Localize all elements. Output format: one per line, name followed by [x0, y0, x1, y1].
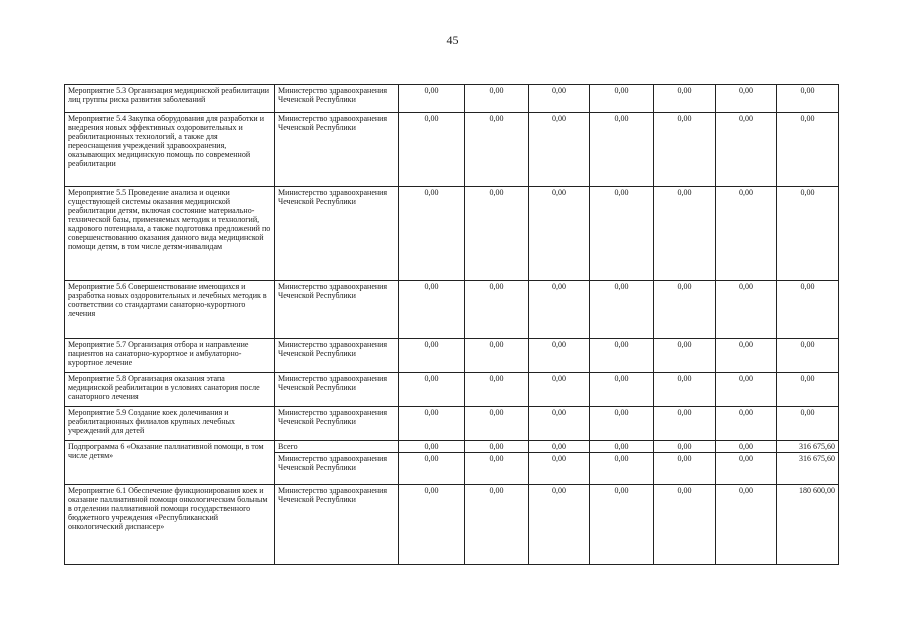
amount-cell: 0,00	[465, 373, 529, 407]
amount-cell: 0,00	[399, 373, 465, 407]
amount-cell: 0,00	[590, 373, 654, 407]
amount-cell: 0,00	[654, 187, 716, 281]
amount-cell: 0,00	[590, 453, 654, 485]
activity-name-cell: Мероприятие 5.4 Закупка оборудования для разработки и внедрения новых эффективных оздоровительных и реабилитационных технологий, а также для переоснащения учреждений здравоохранения, оказывающих медицинскую помощь по современной реабилитации	[65, 113, 275, 187]
amount-cell: 0,00	[529, 187, 590, 281]
activity-name-cell: Мероприятие 5.9 Создание коек долечивания и реабилитационных филиалов крупных лечебных учреждений для детей	[65, 407, 275, 441]
amount-cell: 0,00	[716, 453, 777, 485]
amount-cell: 0,00	[590, 485, 654, 565]
table-row	[65, 373, 839, 407]
amount-cell: 0,00	[529, 113, 590, 187]
amount-cell: 0,00	[590, 281, 654, 339]
executor-cell: Министерство здравоохранения Чеченской Республики	[275, 187, 399, 281]
amount-cell: 0,00	[399, 339, 465, 373]
amount-cell: 0,00	[399, 281, 465, 339]
amount-cell: 0,00	[590, 113, 654, 187]
amount-cell: 0,00	[716, 339, 777, 373]
amount-cell: 0,00	[529, 407, 590, 441]
amount-cell: 0,00	[465, 453, 529, 485]
total-label-cell: Всего	[275, 441, 399, 453]
amount-cell: 0,00	[465, 407, 529, 441]
amount-cell: 0,00	[399, 113, 465, 187]
table-row	[65, 485, 839, 565]
activity-name-cell: Мероприятие 5.3 Организация медицинской реабилитации лиц группы риска развития заболеваний	[65, 85, 275, 113]
amount-cell: 0,00	[465, 441, 529, 453]
budget-table	[64, 84, 839, 565]
amount-cell: 0,00	[654, 407, 716, 441]
amount-cell: 0,00	[465, 485, 529, 565]
amount-cell: 0,00	[777, 187, 839, 281]
amount-cell: 0,00	[590, 407, 654, 441]
activity-name-cell: Мероприятие 6.1 Обеспечение функционирования коек и оказание паллиативной помощи онкологическим больным в отделении паллиативной помощи государственного бюджетного учреждения «Республиканский онкологический диспансер»	[65, 485, 275, 565]
amount-cell: 0,00	[465, 187, 529, 281]
executor-cell: Министерство здравоохранения Чеченской Республики	[275, 485, 399, 565]
subprogram-total-row	[65, 441, 839, 453]
amount-cell: 0,00	[716, 187, 777, 281]
amount-cell: 0,00	[777, 85, 839, 113]
activity-name-cell: Мероприятие 5.7 Организация отбора и направление пациентов на санаторно-курортное и амбулаторно-курортное лечение	[65, 339, 275, 373]
amount-cell: 0,00	[529, 281, 590, 339]
executor-cell: Министерство здравоохранения Чеченской Республики	[275, 281, 399, 339]
table-row	[65, 113, 839, 187]
executor-cell: Министерство здравоохранения Чеченской Республики	[275, 407, 399, 441]
amount-cell: 0,00	[590, 85, 654, 113]
amount-cell: 316 675,60	[777, 453, 839, 485]
activity-name-cell: Мероприятие 5.8 Организация оказания этапа медицинской реабилитации в условиях санатория после санаторного лечения	[65, 373, 275, 407]
amount-cell: 0,00	[716, 407, 777, 441]
activity-name-cell: Мероприятие 5.5 Проведение анализа и оценки существующей системы оказания медицинской реабилитации детям, включая состояние материально-технической базы, применяемых методик и технологий, кадрового потенциала, а также подготовка предложений по совершенствованию оказания данного вида медицинской помощи детям, в том числе детям-инвалидам	[65, 187, 275, 281]
subprogram-name-cell: Подпрограмма 6 «Оказание паллиативной помощи, в том числе детям»	[65, 441, 275, 485]
amount-cell: 0,00	[590, 187, 654, 281]
amount-cell: 180 600,00	[777, 485, 839, 565]
amount-cell: 0,00	[399, 441, 465, 453]
amount-cell: 0,00	[529, 485, 590, 565]
amount-cell: 0,00	[399, 485, 465, 565]
amount-cell: 0,00	[777, 113, 839, 187]
amount-cell: 316 675,60	[777, 441, 839, 453]
amount-cell: 0,00	[654, 373, 716, 407]
amount-cell: 0,00	[716, 113, 777, 187]
amount-cell: 0,00	[777, 339, 839, 373]
executor-cell: Министерство здравоохранения Чеченской Республики	[275, 85, 399, 113]
activity-name-cell: Мероприятие 5.6 Совершенствование имеющихся и разработка новых оздоровительных и лечебных методик в соответствии со стандартами санаторно-курортного лечения	[65, 281, 275, 339]
amount-cell: 0,00	[529, 85, 590, 113]
amount-cell: 0,00	[465, 281, 529, 339]
amount-cell: 0,00	[465, 339, 529, 373]
amount-cell: 0,00	[590, 339, 654, 373]
executor-cell: Министерство здравоохранения Чеченской Республики	[275, 453, 399, 485]
amount-cell: 0,00	[399, 187, 465, 281]
amount-cell: 0,00	[590, 441, 654, 453]
amount-cell: 0,00	[654, 485, 716, 565]
table-row	[65, 281, 839, 339]
amount-cell: 0,00	[465, 85, 529, 113]
page-number: 45	[446, 33, 459, 47]
amount-cell: 0,00	[654, 113, 716, 187]
amount-cell: 0,00	[529, 373, 590, 407]
amount-cell: 0,00	[465, 113, 529, 187]
amount-cell: 0,00	[777, 281, 839, 339]
amount-cell: 0,00	[529, 453, 590, 485]
executor-cell: Министерство здравоохранения Чеченской Республики	[275, 373, 399, 407]
amount-cell: 0,00	[654, 85, 716, 113]
amount-cell: 0,00	[716, 281, 777, 339]
table-row	[65, 85, 839, 113]
amount-cell: 0,00	[654, 441, 716, 453]
executor-cell: Министерство здравоохранения Чеченской Республики	[275, 113, 399, 187]
amount-cell: 0,00	[654, 339, 716, 373]
amount-cell: 0,00	[716, 373, 777, 407]
table-row	[65, 339, 839, 373]
amount-cell: 0,00	[716, 85, 777, 113]
amount-cell: 0,00	[654, 453, 716, 485]
amount-cell: 0,00	[716, 441, 777, 453]
amount-cell: 0,00	[716, 485, 777, 565]
executor-cell: Министерство здравоохранения Чеченской Республики	[275, 339, 399, 373]
amount-cell: 0,00	[399, 407, 465, 441]
amount-cell: 0,00	[399, 85, 465, 113]
amount-cell: 0,00	[529, 441, 590, 453]
amount-cell: 0,00	[399, 453, 465, 485]
table-row	[65, 187, 839, 281]
amount-cell: 0,00	[654, 281, 716, 339]
amount-cell: 0,00	[777, 373, 839, 407]
amount-cell: 0,00	[777, 407, 839, 441]
table-row	[65, 407, 839, 441]
amount-cell: 0,00	[529, 339, 590, 373]
